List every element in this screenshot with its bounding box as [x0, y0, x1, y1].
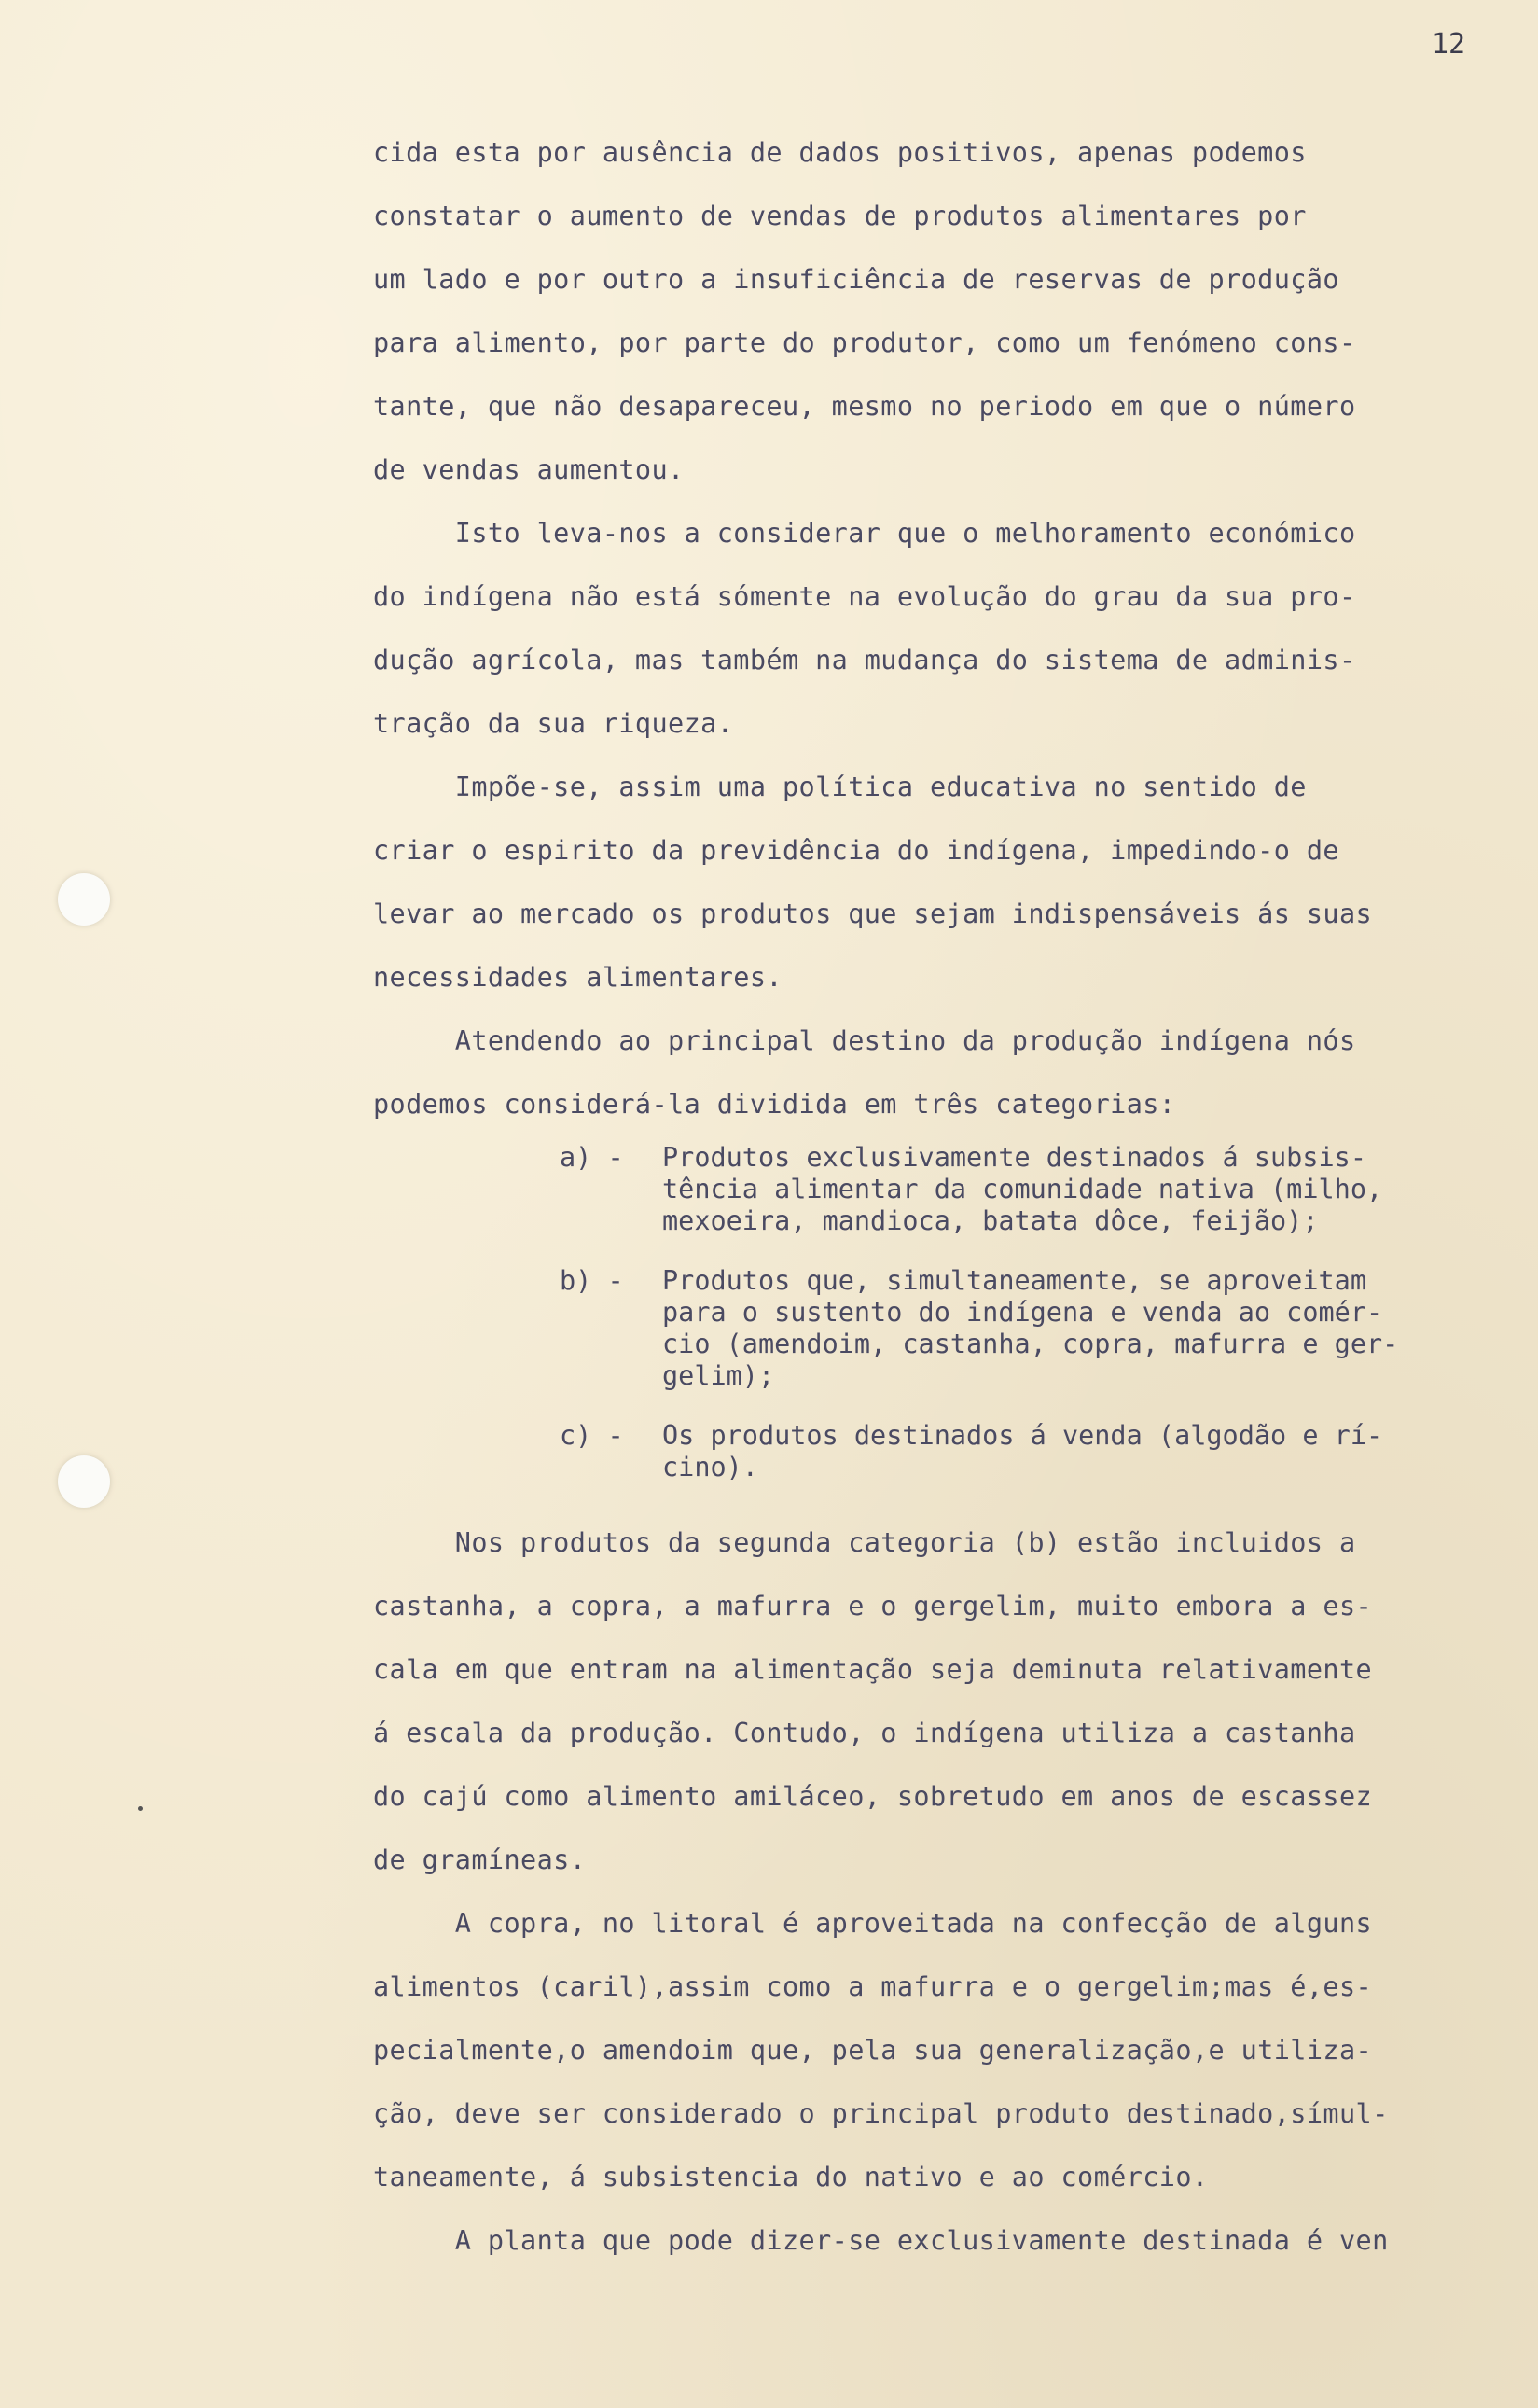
text-line: castanha, a copra, a mafurra e o gergelim, muito embora a es- [373, 1591, 1373, 1622]
text-line: taneamente, á subsistencia do nativo e ao comércio. [373, 2162, 1209, 2192]
ink-speck [138, 1806, 143, 1811]
text-line: para alimento, por parte do produtor, como um fenómeno cons- [373, 327, 1356, 358]
text-line: necessidades alimentares. [373, 962, 783, 993]
paragraph [373, 2209, 1520, 2273]
text-line: A copra, no litoral é aproveitada na confecção de alguns [373, 1908, 1373, 1939]
paragraph [373, 1009, 1520, 1136]
list-item-text: Produtos exclusivamente destinados á subsis- tência alimentar da comunidade nativa (milho, mexoeira, mandioca, batata dôce, feijão); [662, 1142, 1383, 1236]
page-number: 12 [1432, 28, 1466, 61]
text-line: podemos considerá-la dividida em três categorias: [373, 1089, 1176, 1120]
punch-hole [58, 873, 110, 926]
list-item-text: Os produtos destinados á venda (algodão e rí- cino). [662, 1420, 1383, 1482]
text-line: cala em que entram na alimentação seja deminuta relativamente [373, 1654, 1373, 1685]
text-line: de vendas aumentou. [373, 454, 685, 485]
paragraph [373, 1511, 1520, 1892]
document-body [373, 121, 1520, 2273]
paragraph [373, 1892, 1520, 2209]
text-line: do cajú como alimento amiláceo, sobretudo em anos de escassez [373, 1781, 1373, 1812]
text-line: levar ao mercado os produtos que sejam indispensáveis ás suas [373, 898, 1373, 929]
text-line: á escala da produção. Contudo, o indígena utiliza a castanha [373, 1718, 1356, 1748]
text-line: tante, que não desapareceu, mesmo no periodo em que o número [373, 391, 1356, 422]
text-line: constatar o aumento de vendas de produtos alimentares por [373, 201, 1307, 231]
text-line: Impõe-se, assim uma política educativa no sentido de [373, 772, 1307, 802]
text-line: alimentos (caril),assim como a mafurra e o gergelim;mas é,es- [373, 1971, 1373, 2002]
paragraph [373, 121, 1520, 502]
punch-hole [58, 1455, 110, 1508]
paragraph [373, 502, 1520, 756]
text-line: A planta que pode dizer-se exclusivamente destinada é ven [373, 2225, 1389, 2256]
list-item [560, 1142, 1520, 1237]
paragraph [373, 756, 1520, 1009]
text-line: Isto leva-nos a considerar que o melhoramento económico [373, 518, 1356, 549]
category-list [560, 1142, 1520, 1483]
text-line: Atendendo ao principal destino da produção indígena nós [373, 1025, 1356, 1056]
text-line: cida esta por ausência de dados positivos, apenas podemos [373, 137, 1307, 168]
list-item [560, 1265, 1520, 1392]
text-line: pecialmente,o amendoim que, pela sua generalização,e utiliza- [373, 2035, 1373, 2066]
text-line: Nos produtos da segunda categoria (b) estão incluidos a [373, 1527, 1356, 1558]
text-line: dução agrícola, mas também na mudança do sistema de adminis- [373, 645, 1356, 675]
text-line: criar o espirito da previdência do indígena, impedindo-o de [373, 835, 1339, 866]
list-marker: a) - [560, 1142, 624, 1173]
text-line: do indígena não está sómente na evolução do grau da sua pro- [373, 581, 1356, 612]
text-line: um lado e por outro a insuficiência de reservas de produção [373, 264, 1339, 295]
text-line: tração da sua riqueza. [373, 708, 734, 739]
list-marker: c) - [560, 1420, 624, 1451]
text-line: de gramíneas. [373, 1844, 587, 1875]
list-item-text: Produtos que, simultaneamente, se aproveitam para o sustento do indígena e venda ao comér- cio (amendoim, castanha, copra, mafurra e ger- gelim); [662, 1265, 1399, 1391]
list-marker: b) - [560, 1265, 624, 1296]
list-item [560, 1420, 1520, 1483]
text-line: ção, deve ser considerado o principal produto destinado,símul- [373, 2098, 1389, 2129]
